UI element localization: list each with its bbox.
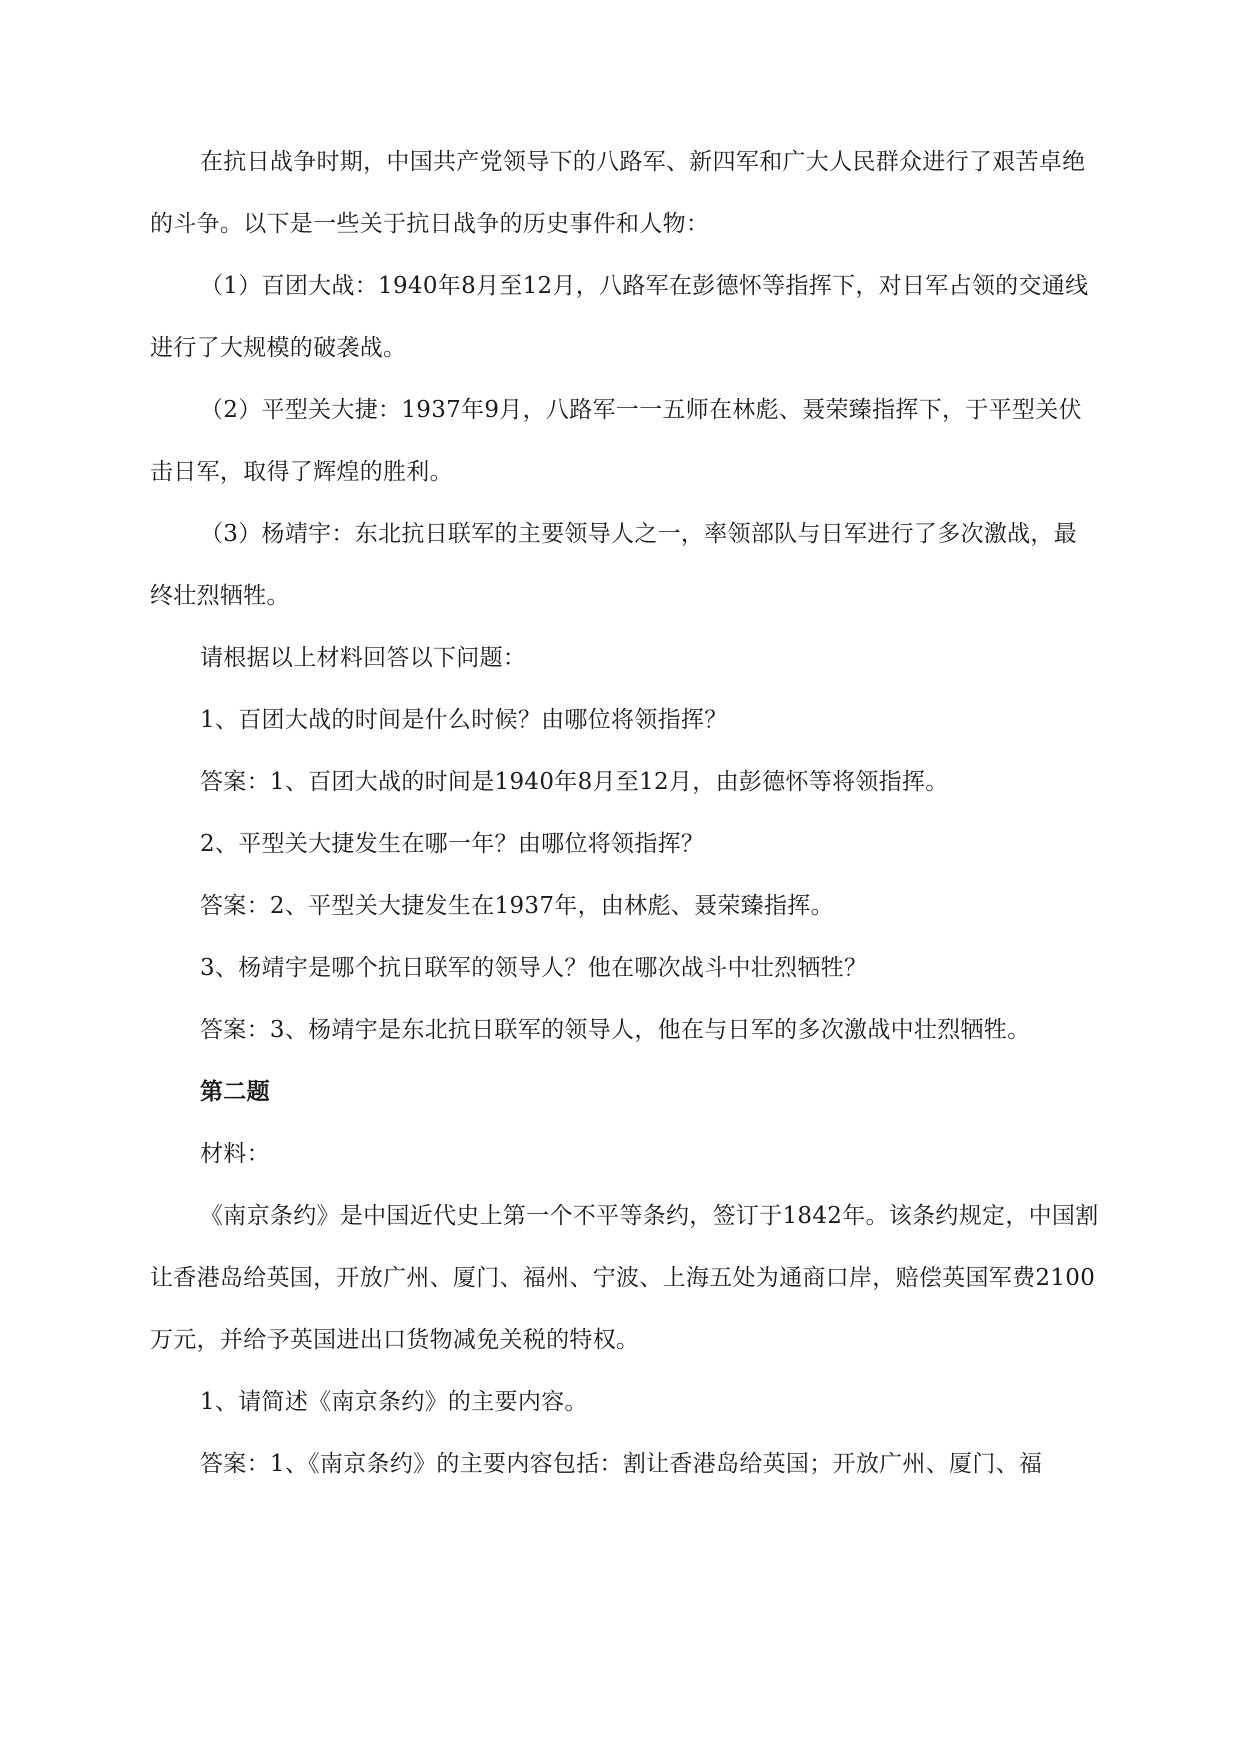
answer-3: 答案：3、杨靖宇是东北抗日联军的领导人，他在与日军的多次激战中壮烈牺牲。 — [200, 1017, 1031, 1043]
item-paragraph-2: （2）平型关大捷：1937年9月，八路军一一五师在林彪、聂荣臻指挥下，于平型关伏击日军，取得了辉煌的胜利。 — [150, 397, 1082, 485]
question-1: 1、百团大战的时间是什么时候？由哪位将领指挥？ — [200, 707, 728, 733]
section2-answer-1: 答案：1、《南京条约》的主要内容包括：割让香港岛给英国；开放广州、厦门、福 — [200, 1451, 1043, 1477]
material-paragraph: 《南京条约》是中国近代史上第一个不平等条约，签订于1842年。该条约规定，中国割让香港岛给英国，开放广州、厦门、福州、宁波、上海五处为通商口岸，赔偿英国军费2100万元，并给予英国进出口货物减免关税的特权。 — [150, 1203, 1099, 1353]
answer-2: 答案：2、平型关大捷发生在1937年，由林彪、聂荣臻指挥。 — [200, 893, 834, 919]
section2-question-1: 1、请简述《南京条约》的主要内容。 — [200, 1389, 588, 1415]
section-heading: 第二题 — [200, 1079, 270, 1105]
prompt-line: 请根据以上材料回答以下问题： — [200, 645, 527, 671]
item-paragraph-1: （1）百团大战：1940年8月至12月，八路军在彭德怀等指挥下，对日军占领的交通线进行了大规模的破袭战。 — [150, 273, 1089, 361]
answer-1: 答案：1、百团大战的时间是1940年8月至12月，由彭德怀等将领指挥。 — [200, 769, 949, 795]
item-paragraph-3: （3）杨靖宇：东北抗日联军的主要领导人之一，率领部队与日军进行了多次激战，最终壮烈牺牲。 — [150, 521, 1078, 609]
intro-paragraph: 在抗日战争时期，中国共产党领导下的八路军、新四军和广大人民群众进行了艰苦卓绝的斗争。以下是一些关于抗日战争的历史事件和人物： — [150, 149, 1086, 237]
question-3: 3、杨靖宇是哪个抗日联军的领导人？他在哪次战斗中壮烈牺牲？ — [200, 955, 868, 981]
material-label: 材料： — [200, 1141, 270, 1167]
question-2: 2、平型关大捷发生在哪一年？由哪位将领指挥？ — [200, 831, 705, 857]
